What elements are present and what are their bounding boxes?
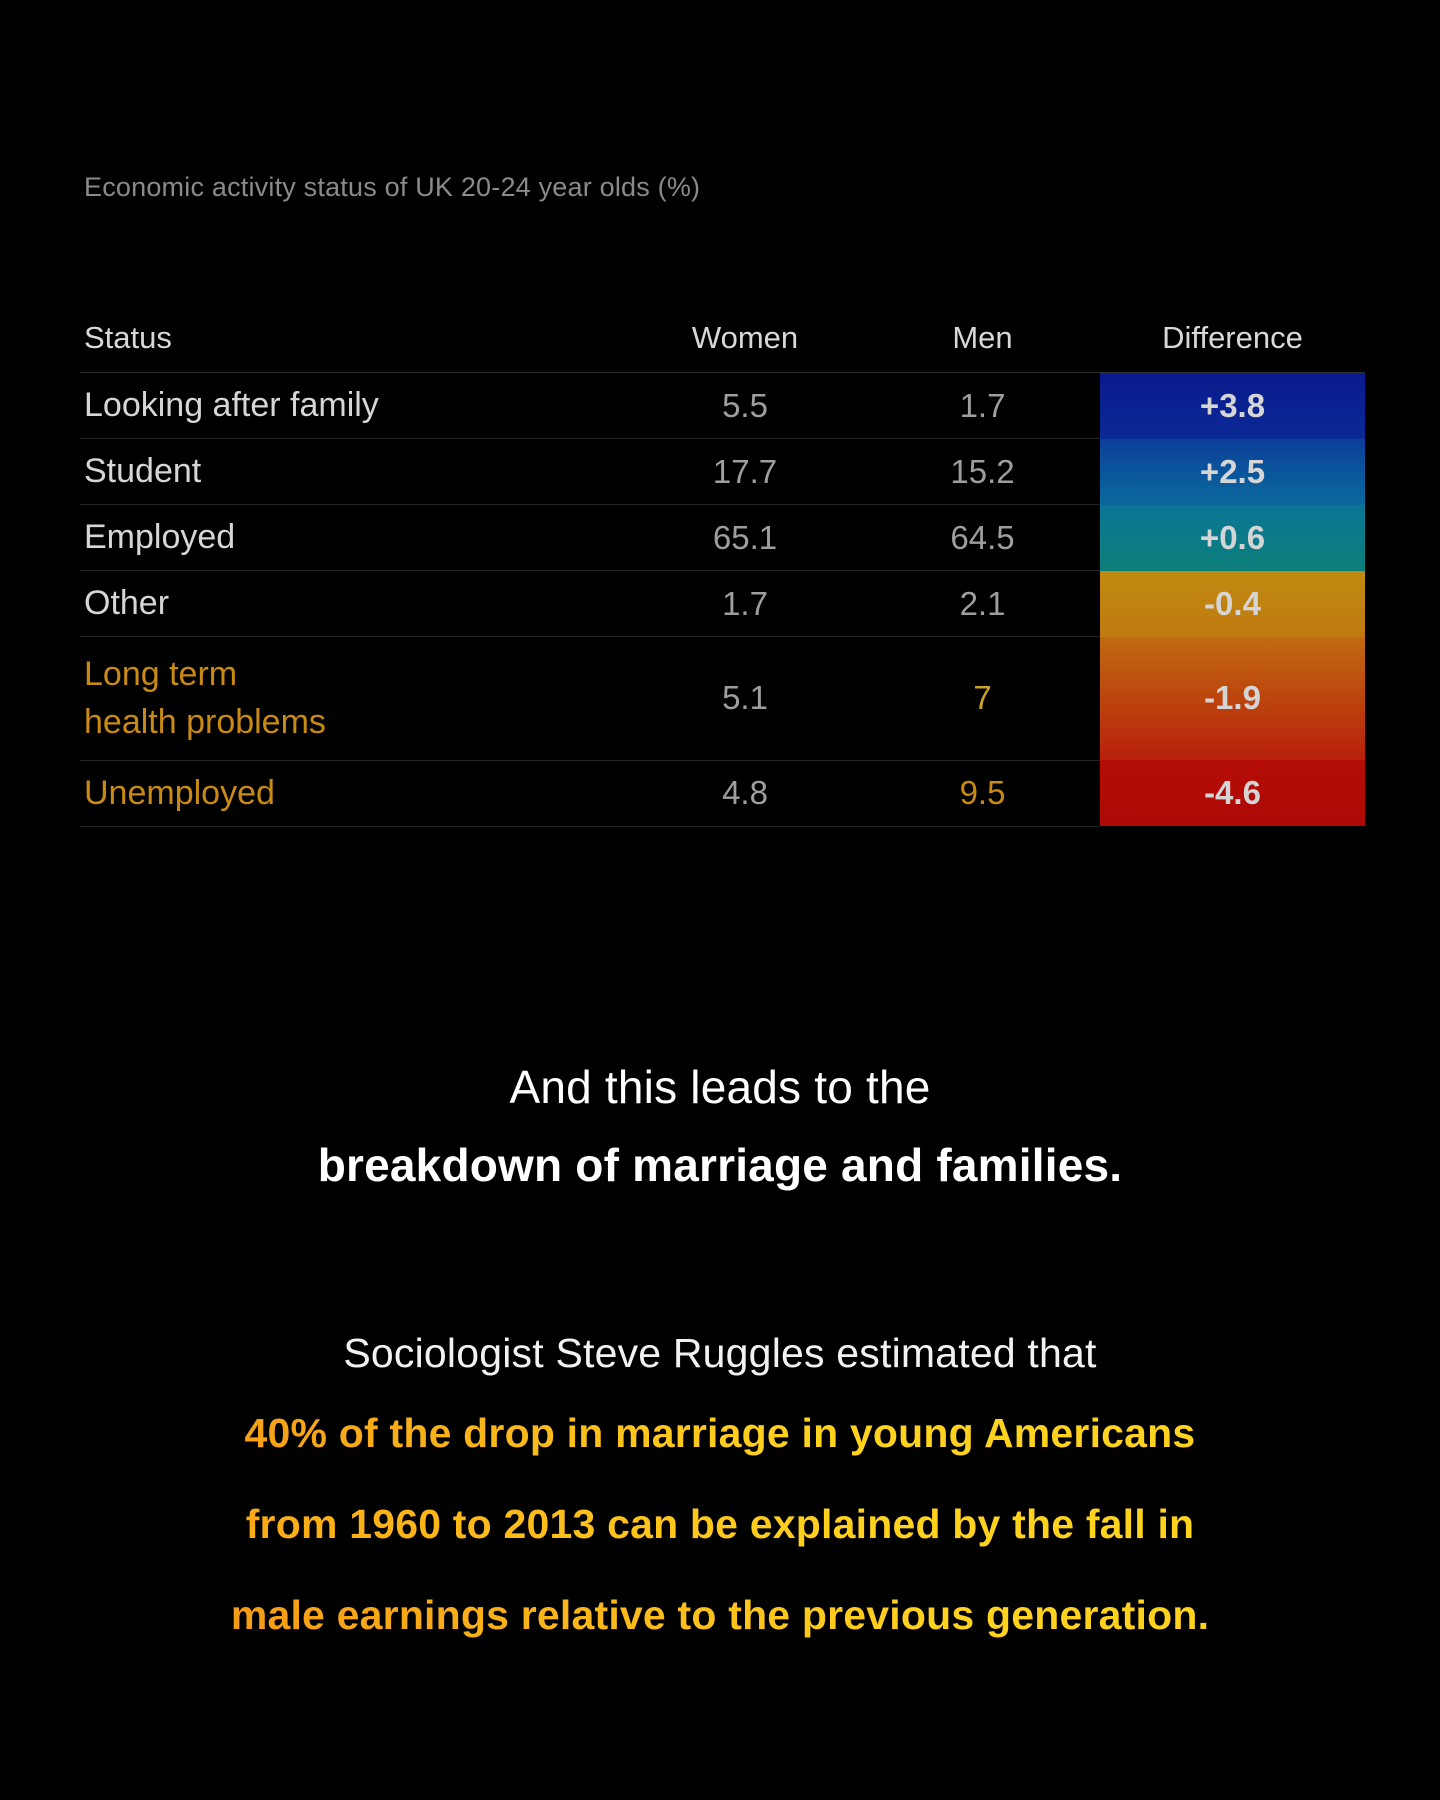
body-statement [0, 1330, 1440, 1650]
cell-men: 2.1 [865, 571, 1100, 637]
lead-line-1: And this leads to the [509, 1061, 931, 1113]
table-row [80, 571, 1365, 637]
cell-women: 17.7 [625, 439, 865, 505]
column-header-difference: Difference [1100, 320, 1365, 373]
table-row [80, 439, 1365, 505]
cell-men: 1.7 [865, 373, 1100, 439]
cell-women: 4.8 [625, 760, 865, 826]
economic-activity-table [80, 320, 1365, 827]
cell-status: Unemployed [80, 760, 625, 826]
column-header-men: Men [865, 320, 1100, 373]
column-header-status: Status [80, 320, 625, 373]
table-row [80, 637, 1365, 761]
cell-men: 64.5 [865, 505, 1100, 571]
cell-difference: -4.6 [1100, 760, 1365, 826]
body-highlight-line-3: male earnings relative to the previous generation. [0, 1581, 1440, 1650]
cell-women: 5.5 [625, 373, 865, 439]
cell-men: 7 [865, 637, 1100, 761]
body-plain-line: Sociologist Steve Ruggles estimated that [343, 1330, 1097, 1376]
cell-difference: -1.9 [1100, 637, 1365, 761]
cell-status [80, 637, 625, 761]
cell-difference: -0.4 [1100, 571, 1365, 637]
chart-caption: Economic activity status of UK 20-24 year olds (%) [84, 172, 701, 202]
cell-men: 9.5 [865, 760, 1100, 826]
cell-women: 5.1 [625, 637, 865, 761]
cell-difference: +0.6 [1100, 505, 1365, 571]
lead-statement [0, 1060, 1440, 1192]
cell-status: Student [80, 439, 625, 505]
table-row [80, 505, 1365, 571]
cell-difference: +2.5 [1100, 439, 1365, 505]
table-body [80, 373, 1365, 827]
column-header-women: Women [625, 320, 865, 373]
cell-difference: +3.8 [1100, 373, 1365, 439]
cell-status: Other [80, 571, 625, 637]
cell-men: 15.2 [865, 439, 1100, 505]
table-header-row [80, 320, 1365, 373]
cell-women: 65.1 [625, 505, 865, 571]
table-row [80, 760, 1365, 826]
table-row [80, 373, 1365, 439]
cell-status: Looking after family [80, 373, 625, 439]
body-highlight-line-1: 40% of the drop in marriage in young Americans [0, 1399, 1440, 1468]
lead-line-2: breakdown of marriage and families. [317, 1139, 1123, 1191]
body-highlight-line-2: from 1960 to 2013 can be explained by the fall in [0, 1490, 1440, 1559]
data-table [80, 320, 1365, 827]
cell-status-line1: Long term [84, 655, 238, 693]
cell-women: 1.7 [625, 571, 865, 637]
cell-status-line2: health problems [84, 703, 326, 742]
cell-status: Employed [80, 505, 625, 571]
table-header [80, 320, 1365, 373]
